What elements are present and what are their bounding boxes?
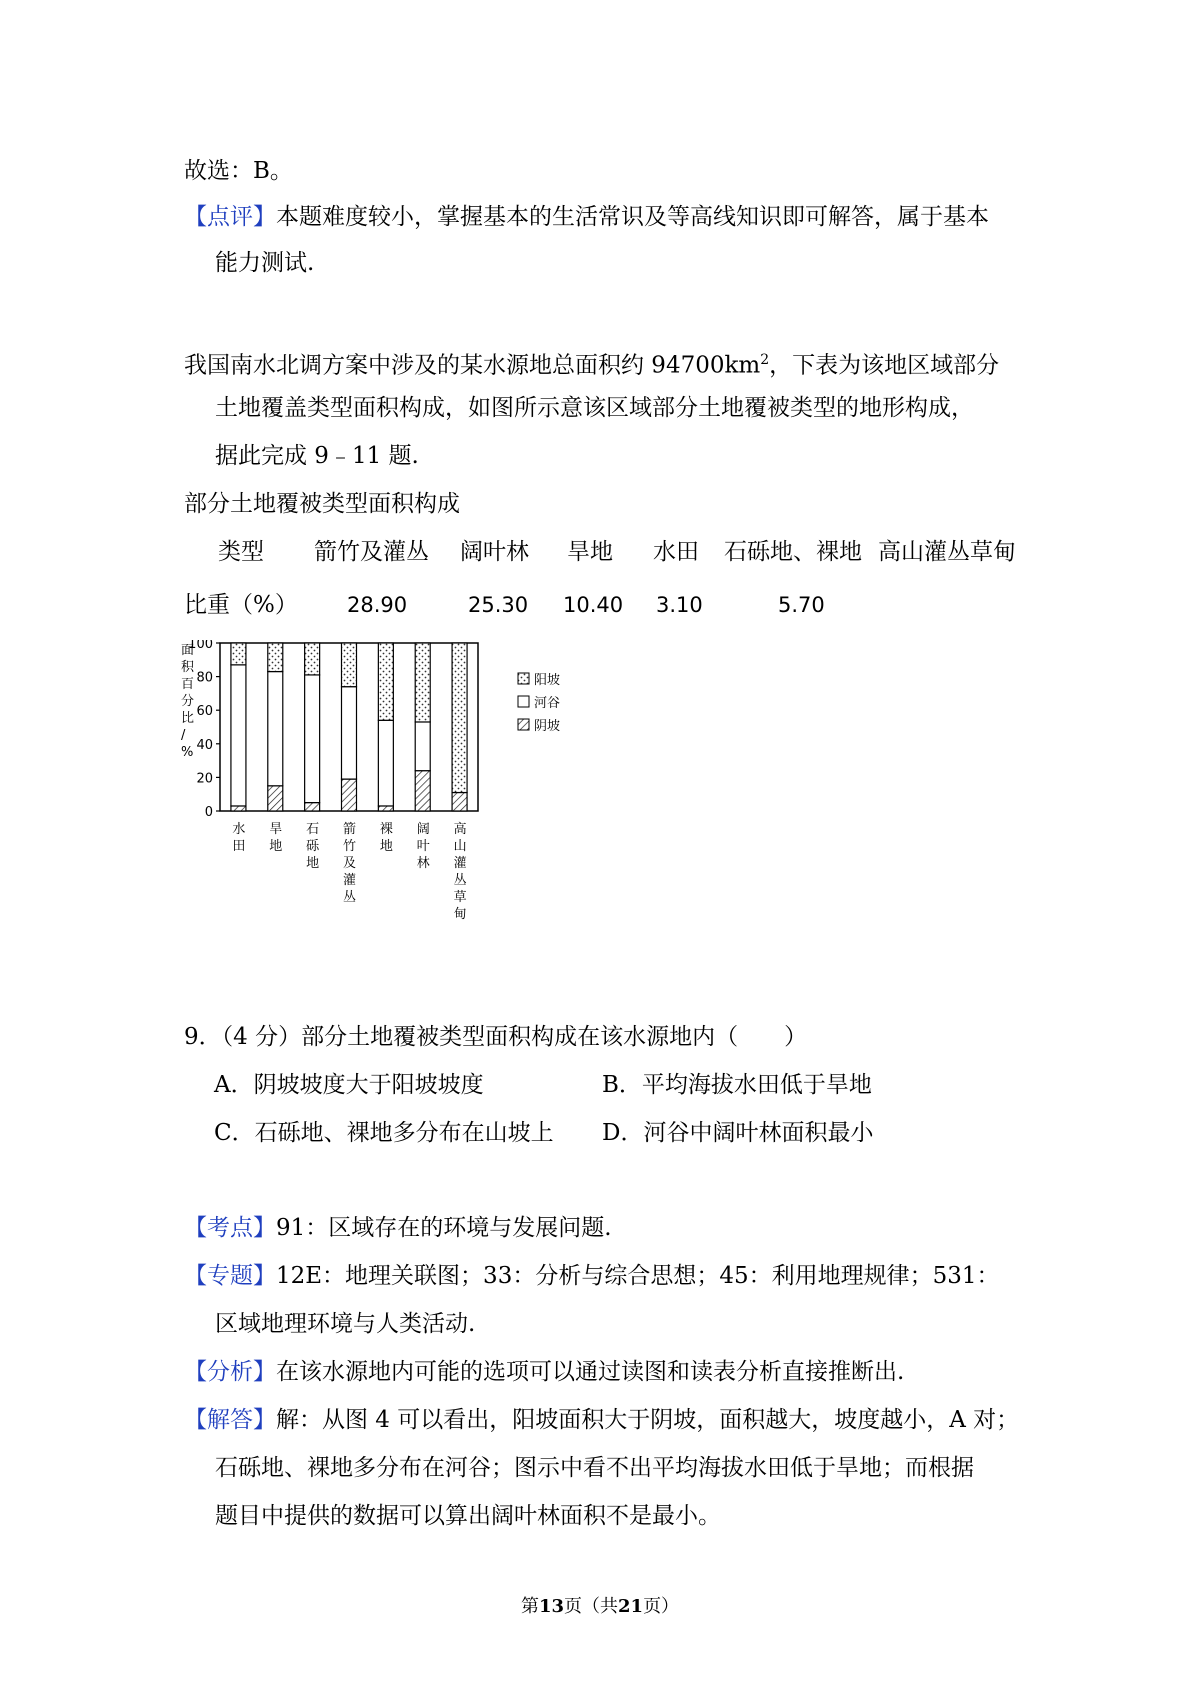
intro-text-b: ，下表为该地区域部分 — [769, 352, 1000, 379]
y-label-char: 比 — [181, 711, 195, 726]
chart-plot-area — [220, 643, 478, 811]
jieda-text: 解：从图 4 可以看出，阳坡面积大于阴坡，面积越大，坡度越小，A 对； — [276, 1407, 1020, 1433]
table-row-label: 比重（%） — [184, 592, 298, 618]
table-caption: 部分土地覆被类型面积构成 — [184, 491, 460, 517]
category-label-char: 箭 — [343, 822, 357, 837]
category-label-char: 地 — [306, 856, 320, 871]
bar-segment-河谷 — [231, 665, 246, 806]
zhuanti-text: 12E：地理关联图；33：分析与综合思想；45：利用地理规律；531： — [276, 1263, 1000, 1289]
table-value-1: 25.30 — [468, 593, 529, 617]
bar-segment-阳坡 — [342, 643, 357, 687]
intro-line-3: 据此完成 9﹣11 题. — [215, 443, 419, 469]
y-label-char: 分 — [181, 694, 195, 709]
category-label-char: 裸 — [379, 822, 393, 837]
legend-label: 河谷 — [534, 696, 561, 711]
landcover-terrain-chart — [178, 640, 638, 1005]
option-c: C．石砾地、裸地多分布在山坡上 — [214, 1120, 554, 1146]
option-d: D．河谷中阔叶林面积最小 — [602, 1120, 874, 1146]
bar-segment-阴坡 — [415, 771, 430, 811]
legend-label: 阴坡 — [534, 719, 561, 734]
category-label-char: 砾 — [306, 839, 320, 854]
category-label-char: 高 — [453, 822, 467, 837]
question-stem: 9．（4 分）部分土地覆被类型面积构成在该水源地内（ ） — [184, 1024, 808, 1050]
category-label-char: 田 — [232, 839, 246, 854]
y-label-char: % — [181, 745, 194, 760]
category-label-char: 丛 — [453, 873, 467, 888]
answer-line: 故选：B。 — [184, 158, 293, 184]
fenxi-line — [184, 1357, 904, 1387]
category-label-char: 地 — [379, 839, 393, 854]
chart-legend — [518, 672, 560, 734]
table-value-4: 5.70 — [778, 593, 825, 617]
bar-segment-阴坡 — [231, 806, 246, 811]
bar-segment-阴坡 — [268, 786, 283, 811]
bar-segment-阴坡 — [452, 793, 467, 811]
y-tick-label: 0 — [204, 805, 213, 820]
bar-segment-阳坡 — [305, 643, 320, 675]
footer-page-number: 13 — [538, 1596, 564, 1617]
y-tick-label: 60 — [196, 704, 213, 720]
y-tick-label: 20 — [196, 771, 213, 787]
fenxi-text: 在该水源地内可能的选项可以通过读图和读表分析直接推断出. — [276, 1359, 905, 1385]
footer-middle: 页（共 — [564, 1596, 618, 1617]
zhuanti-line — [184, 1261, 1000, 1291]
y-tick-label: 100 — [188, 640, 213, 652]
legend-label: 阳坡 — [534, 673, 561, 688]
bar-segment-阳坡 — [378, 643, 393, 720]
legend-swatch-阳坡 — [518, 673, 529, 684]
zhuanti-tag: 【专题】 — [184, 1263, 276, 1289]
y-label-char: 面 — [181, 643, 195, 658]
option-a: A．阴坡坡度大于阳坡坡度 — [214, 1072, 484, 1098]
kaodian-text: 91：区域存在的环境与发展问题. — [276, 1215, 612, 1241]
chart-y-label — [181, 643, 195, 760]
bar-segment-阳坡 — [415, 643, 430, 722]
jieda-line — [184, 1405, 1019, 1435]
chart-category-labels — [232, 821, 466, 922]
y-tick-label: 80 — [196, 670, 213, 686]
table-value-0: 28.90 — [347, 593, 408, 617]
kaodian-line — [184, 1213, 612, 1243]
bar-segment-河谷 — [305, 675, 320, 803]
bar-segment-阳坡 — [452, 643, 467, 793]
intro-line-2: 土地覆盖类型面积构成，如图所示意该区域部分土地覆被类型的地形构成， — [215, 395, 974, 421]
bar-segment-阳坡 — [231, 643, 246, 665]
bar-segment-阴坡 — [378, 806, 393, 811]
table-header-2: 旱地 — [567, 539, 613, 565]
table-header-0: 箭竹及灌丛 — [314, 539, 429, 565]
intro-text-a: 我国南水北调方案中涉及的某水源地总面积约 94700km — [184, 352, 761, 379]
table-value-2: 10.40 — [563, 593, 624, 617]
bar-segment-河谷 — [268, 672, 283, 786]
category-label-char: 石 — [306, 822, 320, 837]
y-tick-label: 40 — [196, 737, 213, 753]
jieda-tag: 【解答】 — [184, 1407, 276, 1433]
y-label-char: 积 — [181, 660, 195, 675]
category-label-char: 及 — [343, 856, 357, 871]
bar-segment-河谷 — [342, 687, 357, 779]
legend-swatch-阴坡 — [518, 719, 529, 730]
comment-text: 本题难度较小，掌握基本的生活常识及等高线知识即可解答，属于基本 — [276, 204, 989, 230]
category-label-char: 竹 — [343, 839, 357, 854]
intro-superscript: 2 — [760, 352, 770, 368]
jieda-text-cont-2: 题目中提供的数据可以算出阔叶林面积不是最小。 — [215, 1503, 721, 1529]
comment-line — [184, 202, 989, 232]
kaodian-tag: 【考点】 — [184, 1215, 276, 1241]
table-header-1: 阔叶林 — [460, 539, 529, 565]
category-label-char: 灌 — [343, 873, 357, 888]
category-label-char: 林 — [416, 856, 430, 871]
footer-suffix: 页） — [643, 1596, 680, 1617]
category-label-char: 山 — [453, 839, 467, 854]
category-label-char: 甸 — [453, 907, 467, 922]
category-label-char: 阔 — [416, 822, 430, 837]
category-label-char: 草 — [453, 890, 467, 905]
footer-prefix: 第 — [520, 1596, 539, 1617]
category-label-char: 丛 — [343, 890, 357, 905]
category-label-char: 灌 — [453, 856, 467, 871]
bar-segment-河谷 — [378, 720, 393, 806]
legend-swatch-河谷 — [518, 696, 529, 707]
fenxi-tag: 【分析】 — [184, 1359, 276, 1385]
zhuanti-text-cont: 区域地理环境与人类活动. — [215, 1311, 476, 1337]
y-label-char: 百 — [181, 677, 195, 692]
category-label-char: 旱 — [269, 822, 283, 837]
bar-segment-阴坡 — [305, 803, 320, 811]
table-header-5: 高山灌丛草甸 — [878, 539, 1016, 565]
y-label-char: / — [181, 728, 186, 743]
intro-line-1 — [184, 345, 999, 381]
bar-segment-河谷 — [415, 722, 430, 771]
category-label-char: 水 — [232, 822, 246, 837]
footer-total-pages: 21 — [618, 1596, 644, 1617]
table-header-3: 水田 — [653, 539, 699, 565]
table-value-3: 3.10 — [656, 593, 703, 617]
comment-tag: 【点评】 — [184, 204, 276, 230]
jieda-text-cont-1: 石砾地、裸地多分布在河谷；图示中看不出平均海拔水田低于旱地；而根据 — [215, 1455, 974, 1481]
category-label-char: 叶 — [416, 839, 430, 854]
bar-segment-阳坡 — [268, 643, 283, 672]
page-footer — [0, 1592, 1200, 1618]
table-header-label: 类型 — [218, 539, 264, 565]
comment-text-cont: 能力测试. — [215, 250, 315, 276]
bar-segment-阴坡 — [342, 779, 357, 811]
table-header-4: 石砾地、裸地 — [724, 539, 862, 565]
option-b: B．平均海拔水田低于旱地 — [602, 1072, 872, 1098]
category-label-char: 地 — [269, 839, 283, 854]
